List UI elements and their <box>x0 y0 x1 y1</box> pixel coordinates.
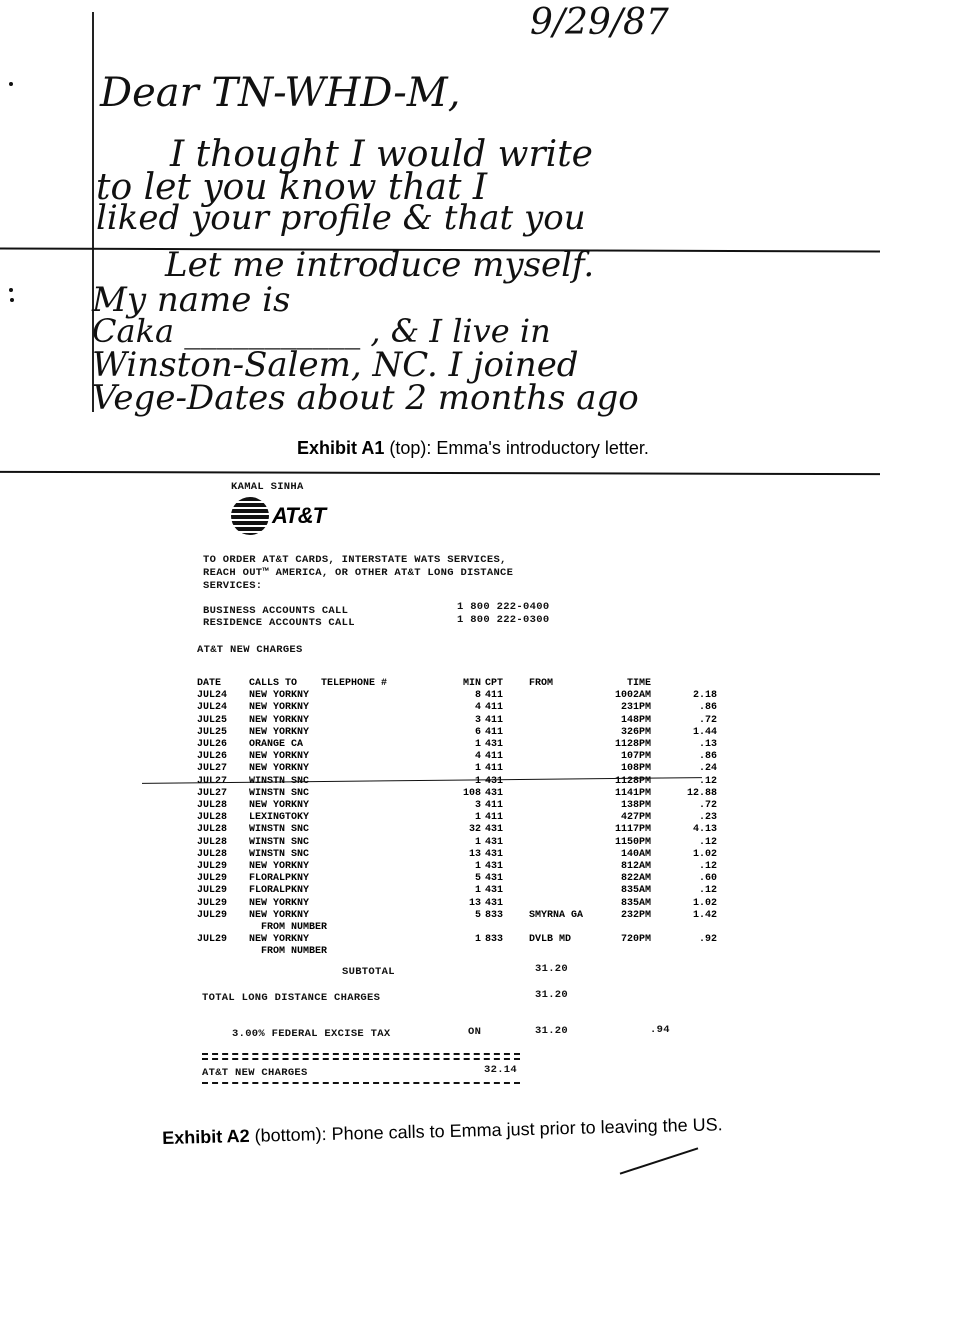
row-from <box>529 861 607 873</box>
row-date <box>197 922 249 934</box>
dashed-separator <box>202 1058 520 1060</box>
row-min: 1 <box>474 885 481 897</box>
row-time: 1128PM <box>614 775 651 787</box>
row-min: 5 <box>474 873 481 885</box>
row-from: DVLB MD <box>529 934 572 946</box>
exhibit-a2-text: (bottom): Phone calls to Emma just prior to leaving the US. <box>249 1114 723 1146</box>
row-from <box>529 739 607 751</box>
letter-line: Winston-Salem, NC. I joined <box>92 345 579 385</box>
table-row <box>197 727 717 739</box>
total-ld-label: TOTAL LONG DISTANCE CHARGES <box>202 992 381 1004</box>
row-from <box>529 751 607 763</box>
row-calls-to: LEXINGTOKY <box>249 812 310 824</box>
row-cpt: 431 <box>485 775 504 787</box>
row-calls-to: NEW YORKNY <box>249 714 310 726</box>
row-date: JUL24 <box>197 702 228 714</box>
row-amount: .86 <box>698 751 717 763</box>
section-divider <box>0 471 880 475</box>
row-min: 6 <box>474 726 481 738</box>
table-row <box>197 739 717 751</box>
row-amount: .72 <box>698 800 717 812</box>
row-date: JUL27 <box>197 775 228 787</box>
row-from <box>529 715 607 727</box>
row-date: JUL28 <box>197 812 228 824</box>
row-cpt: 833 <box>485 909 504 921</box>
row-calls-to: FROM NUMBER <box>249 922 328 934</box>
row-date: JUL28 <box>197 824 228 836</box>
row-amount: 12.88 <box>686 787 717 799</box>
row-time: 232PM <box>620 909 651 921</box>
row-from <box>529 922 607 934</box>
row-cpt: 411 <box>485 763 504 775</box>
row-cpt: 431 <box>485 824 504 836</box>
row-time: 720PM <box>620 934 651 946</box>
row-from <box>529 763 607 775</box>
residence-accounts-number: 1 800 222-0300 <box>457 614 550 626</box>
subtotal-label: SUBTOTAL <box>342 966 395 978</box>
row-date: JUL25 <box>197 714 228 726</box>
col-calls-to-label: CALLS TO <box>249 678 298 689</box>
row-from <box>529 885 607 897</box>
row-min: 13 <box>468 897 481 909</box>
row-calls-to: FLORALPKNY <box>249 873 310 885</box>
margin-dot <box>9 288 13 292</box>
row-calls-to: NEW YORKNY <box>249 690 310 702</box>
row-cpt: 431 <box>485 787 504 799</box>
row-date: JUL29 <box>197 885 228 897</box>
row-from <box>529 849 607 861</box>
row-cpt: 431 <box>485 873 504 885</box>
exhibit-a1-text: (top): Emma's introductory letter. <box>384 438 649 458</box>
row-calls-to: WINSTN SNC <box>249 848 310 860</box>
att-globe-icon <box>231 497 269 535</box>
row-min <box>429 946 485 958</box>
row-calls-to: NEW YORKNY <box>249 800 310 812</box>
row-time: 107PM <box>620 751 651 763</box>
row-time: 148PM <box>620 714 651 726</box>
order-text-line: SERVICES: <box>203 580 263 592</box>
row-time: 108PM <box>620 763 651 775</box>
letter-line: Caka ___________ , & I live in <box>92 312 551 350</box>
table-row <box>197 763 717 775</box>
row-cpt: 411 <box>485 726 504 738</box>
table-row <box>197 690 717 702</box>
row-date: JUL26 <box>197 739 228 751</box>
tax-amount: .94 <box>650 1024 670 1036</box>
tax-label: 3.00% FEDERAL EXCISE TAX <box>232 1028 391 1040</box>
row-time: 1128PM <box>614 739 651 751</box>
row-cpt: 431 <box>485 739 504 751</box>
row-time: 1117PM <box>614 824 651 836</box>
row-cpt: 431 <box>485 848 504 860</box>
row-min <box>429 922 485 934</box>
letter-line: Let me introduce myself. <box>165 245 595 285</box>
row-amount: .13 <box>698 739 717 751</box>
row-min: 1 <box>474 763 481 775</box>
row-calls-to: NEW YORKNY <box>249 861 310 873</box>
row-from <box>529 946 607 958</box>
att-new-charges-label: AT&T NEW CHARGES <box>202 1067 308 1079</box>
row-from <box>529 690 607 702</box>
row-amount: .72 <box>698 714 717 726</box>
row-amount: 4.13 <box>692 824 717 836</box>
row-min: 3 <box>474 800 481 812</box>
row-date: JUL28 <box>197 800 228 812</box>
row-cpt <box>485 946 529 958</box>
row-min: 32 <box>468 824 481 836</box>
row-cpt: 431 <box>485 897 504 909</box>
exhibit-a1-caption <box>297 438 649 459</box>
letter-line: I thought I would write <box>170 134 593 175</box>
table-row <box>197 873 717 885</box>
row-time: 427PM <box>620 812 651 824</box>
letter-line: to let you know that I <box>96 167 488 208</box>
row-date: JUL29 <box>197 873 228 885</box>
business-accounts-label: BUSINESS ACCOUNTS CALL <box>203 605 349 617</box>
row-cpt: 833 <box>485 934 504 946</box>
row-amount: 1.02 <box>692 848 717 860</box>
row-date: JUL26 <box>197 751 228 763</box>
row-calls-to: NEW YORKNY <box>249 934 310 946</box>
row-cpt: 431 <box>485 885 504 897</box>
row-from <box>529 873 607 885</box>
row-calls-to: WINSTN SNC <box>249 787 310 799</box>
row-calls-to: NEW YORKNY <box>249 726 310 738</box>
row-date: JUL29 <box>197 909 228 921</box>
row-time: 812AM <box>620 861 651 873</box>
margin-dot <box>10 298 14 302</box>
row-time: 326PM <box>620 726 651 738</box>
table-row <box>197 824 717 836</box>
row-amount: 1.42 <box>692 909 717 921</box>
letter-date: 9/29/87 <box>530 2 669 43</box>
row-calls-to: ORANGE CA <box>249 739 304 751</box>
att-new-charges-value: 32.14 <box>484 1064 518 1076</box>
row-date: JUL29 <box>197 861 228 873</box>
row-time: 1150PM <box>614 836 651 848</box>
row-amount: .23 <box>698 812 717 824</box>
table-row <box>197 861 717 873</box>
new-charges-section-title: AT&T NEW CHARGES <box>197 644 303 656</box>
account-name: KAMAL SINHA <box>231 481 304 493</box>
row-time: 1141PM <box>614 787 651 799</box>
row-calls-to: NEW YORKNY <box>249 702 310 714</box>
row-min: 3 <box>474 714 481 726</box>
total-ld-value: 31.20 <box>535 989 569 1001</box>
row-amount: 2.18 <box>692 690 717 702</box>
table-row <box>197 812 717 824</box>
row-min: 4 <box>474 751 481 763</box>
row-amount <box>651 946 717 958</box>
col-time: TIME <box>626 678 651 689</box>
col-from: FROM <box>529 678 554 689</box>
order-text-line: TO ORDER AT&T CARDS, INTERSTATE WATS SERVICES, <box>203 554 507 566</box>
subtotal-value: 31.20 <box>535 963 569 975</box>
row-cpt: 411 <box>485 800 504 812</box>
row-calls-to: NEW YORKNY <box>249 751 310 763</box>
row-from: SMYRNA GA <box>529 909 584 921</box>
row-time: 138PM <box>620 800 651 812</box>
row-from <box>529 812 607 824</box>
margin-dot <box>9 82 13 86</box>
row-amount: .12 <box>698 861 717 873</box>
row-min: 1 <box>474 861 481 873</box>
row-date: JUL27 <box>197 763 228 775</box>
table-row <box>197 800 717 812</box>
row-amount: .60 <box>698 873 717 885</box>
exhibit-a2-label: Exhibit A2 <box>162 1125 250 1148</box>
tax-base: 31.20 <box>535 1025 569 1037</box>
row-date: JUL28 <box>197 836 228 848</box>
row-cpt: 431 <box>485 836 504 848</box>
row-min: 1 <box>474 739 481 751</box>
row-min: 8 <box>474 690 481 702</box>
col-telephone-label: TELEPHONE # <box>321 678 388 689</box>
letter-line: Vege-Dates about 2 months ago <box>92 378 639 418</box>
row-amount: 1.02 <box>692 897 717 909</box>
letter-line: liked your profile & that you <box>96 198 586 238</box>
table-row <box>197 898 717 910</box>
col-min: MIN <box>462 678 481 689</box>
row-min: 5 <box>474 909 481 921</box>
row-cpt: 411 <box>485 812 504 824</box>
table-row <box>197 702 717 714</box>
row-date: JUL28 <box>197 848 228 860</box>
row-date: JUL24 <box>197 690 228 702</box>
exhibit-a2-caption <box>162 1114 723 1149</box>
row-amount: .12 <box>698 885 717 897</box>
row-amount: .86 <box>698 702 717 714</box>
row-time: 231PM <box>620 702 651 714</box>
row-time: 822AM <box>620 873 651 885</box>
table-row <box>197 715 717 727</box>
row-time: 835AM <box>620 897 651 909</box>
table-row <box>197 837 717 849</box>
calls-table-header <box>197 678 717 690</box>
table-row <box>197 934 717 946</box>
row-min: 1 <box>474 934 481 946</box>
row-cpt: 411 <box>485 690 504 702</box>
row-from <box>529 800 607 812</box>
table-row <box>197 946 717 958</box>
col-calls-to <box>249 678 429 690</box>
row-from <box>529 898 607 910</box>
table-row <box>197 910 717 922</box>
row-amount: .92 <box>698 934 717 946</box>
row-cpt: 411 <box>485 702 504 714</box>
row-cpt: 411 <box>485 751 504 763</box>
table-row <box>197 788 717 800</box>
row-amount: 1.44 <box>692 726 717 738</box>
row-calls-to: FLORALPKNY <box>249 885 310 897</box>
row-min: 13 <box>468 848 481 860</box>
row-cpt: 411 <box>485 714 504 726</box>
col-date: DATE <box>197 678 222 689</box>
order-text-line: REACH OUT™ AMERICA, OR OTHER AT&T LONG DISTANCE <box>203 567 514 579</box>
row-from <box>529 824 607 836</box>
row-from <box>529 837 607 849</box>
row-time: 1002AM <box>614 690 651 702</box>
row-from <box>529 727 607 739</box>
row-date <box>197 946 249 958</box>
row-min: 1 <box>474 775 481 787</box>
letter-greeting: Dear TN-WHD-M, <box>100 70 461 116</box>
tax-on: ON <box>468 1026 482 1038</box>
table-row <box>197 922 717 934</box>
row-time <box>607 946 651 958</box>
row-amount <box>651 922 717 934</box>
row-from <box>529 788 607 800</box>
business-accounts-number: 1 800 222-0400 <box>457 601 550 613</box>
table-row <box>197 885 717 897</box>
row-time <box>607 922 651 934</box>
letter-line: My name is <box>92 280 291 320</box>
row-date: JUL27 <box>197 787 228 799</box>
row-amount: .12 <box>698 836 717 848</box>
row-date: JUL29 <box>197 934 228 946</box>
row-min: 1 <box>474 836 481 848</box>
col-cpt: CPT <box>485 678 504 689</box>
row-time: 140AM <box>620 848 651 860</box>
exhibit-a1-label: Exhibit A1 <box>297 438 385 458</box>
row-min: 108 <box>462 787 481 799</box>
pen-scribble <box>620 1147 699 1174</box>
row-calls-to: WINSTN SNC <box>249 824 310 836</box>
row-calls-to: NEW YORKNY <box>249 909 310 921</box>
att-logo-text: AT&T <box>272 503 326 528</box>
row-calls-to: FROM NUMBER <box>249 946 328 958</box>
table-row <box>197 849 717 861</box>
dashed-separator <box>202 1053 520 1055</box>
row-amount: .12 <box>698 775 717 787</box>
col-amount <box>651 678 717 690</box>
row-calls-to: WINSTN SNC <box>249 836 310 848</box>
row-amount: .24 <box>698 763 717 775</box>
row-date: JUL25 <box>197 726 228 738</box>
dashed-separator <box>202 1082 520 1084</box>
row-from <box>529 702 607 714</box>
calls-table <box>197 678 717 959</box>
table-row <box>197 751 717 763</box>
residence-accounts-label: RESIDENCE ACCOUNTS CALL <box>203 617 355 629</box>
row-min: 1 <box>474 812 481 824</box>
row-time: 835AM <box>620 885 651 897</box>
row-min: 4 <box>474 702 481 714</box>
row-cpt <box>485 922 529 934</box>
row-calls-to: NEW YORKNY <box>249 897 310 909</box>
row-cpt: 431 <box>485 861 504 873</box>
row-calls-to: NEW YORKNY <box>249 763 310 775</box>
row-date: JUL29 <box>197 897 228 909</box>
